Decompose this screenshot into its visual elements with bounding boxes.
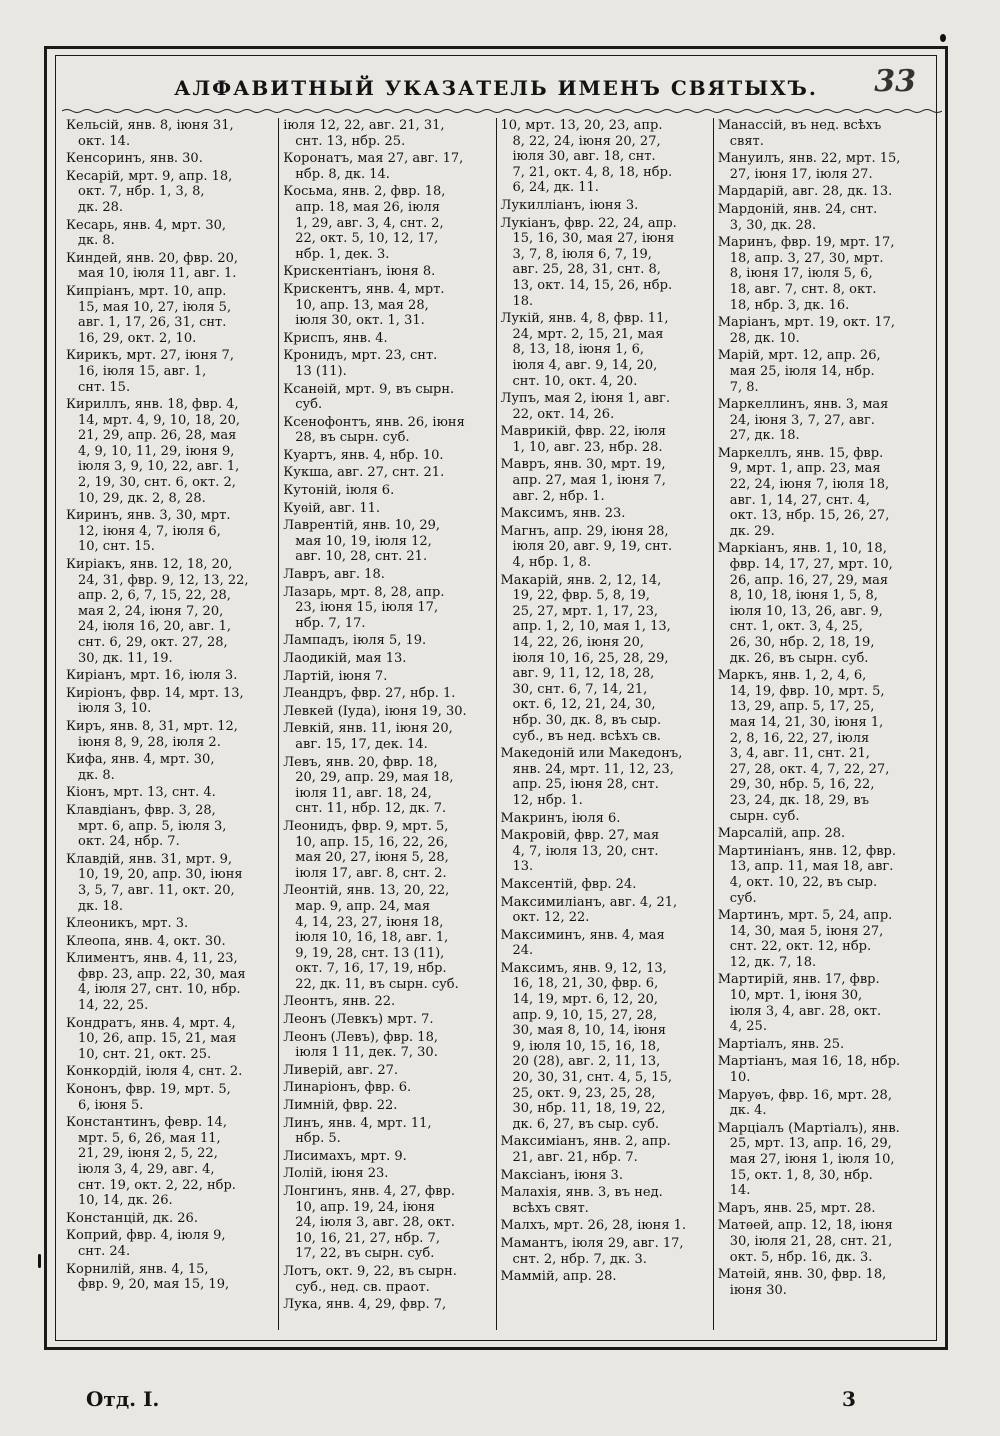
index-entry: Клавдіанъ, фвр. 3, 28, мрт. 6, апр. 5, іюля 3, окт. 24, нбр. 7. bbox=[66, 802, 227, 850]
index-entry: Клавдій, янв. 31, мрт. 9, 10, 19, 20, апр. 30, іюня 3, 5, 7, авг. 11, окт. 20, дк. 18. bbox=[66, 851, 243, 914]
index-entry: Кіонъ, мрт. 13, снт. 4. bbox=[66, 785, 216, 801]
index-entry: Константинъ, февр. 14, мрт. 5, 6, 26, мая 11, 21, 29, іюня 2, 5, 22, іюля 3, 4, 29, авг. 4, снт. 19, окт. 2, 22, нбр. 10, 14, дк. 26. bbox=[66, 1115, 236, 1209]
index-entry: Корнилій, янв. 4, 15, фвр. 9, 20, мая 15, 19, bbox=[66, 1261, 230, 1293]
index-entry: Крискентіанъ, іюня 8. bbox=[283, 264, 436, 280]
index-entry: Косьма, янв. 2, фвр. 18, апр. 18, мая 26, іюля 1, 29, авг. 3, 4, снт. 2, 22, окт. 5, 10, 12, 17, нбр. 1, дек. 3. bbox=[283, 184, 446, 262]
index-entry: Марціалъ (Мартіалъ), янв. 25, мрт. 13, апр. 16, 29, мая 27, іюня 1, іюля 10, 15, окт. 1, 8, 30, нбр. 14. bbox=[717, 1120, 900, 1199]
index-entry: Куѳій, авг. 11. bbox=[283, 500, 381, 516]
index-entry: Лампадъ, іюля 5, 19. bbox=[283, 633, 427, 649]
index-entry: Мануилъ, янв. 22, мрт. 15, 27, іюня 17, іюля 27. bbox=[717, 151, 901, 182]
index-entry: Кенсоринъ, янв. 30. bbox=[66, 151, 203, 167]
index-entry: Констанцій, дк. 26. bbox=[66, 1210, 198, 1226]
index-entry: Максіанъ, іюня 3. bbox=[500, 1167, 623, 1183]
index-entry: Мартиніанъ, янв. 12, фвр. 13, апр. 11, мая 18, авг. 4, окт. 10, 22, въ сыр. суб. bbox=[717, 843, 896, 906]
index-entry: Ксанѳій, мрт. 9, въ сырн. суб. bbox=[283, 381, 455, 413]
index-entry: Левъ, янв. 20, фвр. 18, 20, 29, апр. 29, мая 18, іюля 11, авг. 18, 24, снт. 11, нбр. 12, дк. 7. bbox=[283, 754, 454, 817]
index-entry: Лаодикій, мая 13. bbox=[283, 651, 407, 666]
index-entry: Лартій, іюня 7. bbox=[283, 668, 388, 684]
section-label: Отд. I. bbox=[86, 1387, 160, 1411]
index-entry: Лазарь, мрт. 8, 28, апр. 23, іюня 15, іюля 17, нбр. 7, 17. bbox=[283, 584, 445, 631]
index-entry: Мартирій, янв. 17, фвр. 10, мрт. 1, іюня 30, іюля 3, 4, авг. 28, окт. 4, 25. bbox=[717, 972, 882, 1035]
page-inner-border bbox=[55, 55, 937, 1341]
index-entry: Лукій, янв. 4, 8, фвр. 11, 24, мрт. 2, 15, 21, мая 8, 13, 18, іюня 1, 6, іюля 4, авг. 9, 14, 20, снт. 10, окт. 4, 20. bbox=[500, 311, 669, 389]
index-entry: Леонтій, янв. 13, 20, 22, мар. 9, апр. 24, мая 4, 14, 23, 27, іюня 18, іюля 10, 16, 18, авг. 1, 9, 19, 28, снт. 13 (11), окт. 7, 16, 17, 19, нбр. 22, дк. 11, въ сырн. суб. bbox=[283, 883, 459, 992]
column-4 bbox=[713, 118, 930, 1330]
index-entry: Леонтъ, янв. 22. bbox=[283, 994, 396, 1010]
index-entry: Кесарій, мрт. 9, апр. 18, окт. 7, нбр. 1, 3, 8, дк. 28. bbox=[66, 168, 233, 215]
index-entry: 10, мрт. 13, 20, 23, апр. 8, 22, 24, іюня 20, 27, іюля 30, авг. 18, снт. 7, 21, окт. 4, 8, 18, нбр. 6, 24, дк. 11. bbox=[500, 118, 673, 196]
index-entry: Лука, янв. 4, 29, фвр. 7, bbox=[283, 1297, 447, 1313]
index-entry: Маммій, апр. 28. bbox=[500, 1269, 617, 1285]
index-entry: Маріанъ, мрт. 19, окт. 17, 28, дк. 10. bbox=[717, 315, 896, 346]
index-entry: Куартъ, янв. 4, нбр. 10. bbox=[283, 447, 444, 463]
ink-speck bbox=[38, 1254, 41, 1268]
index-entry: Кутоній, іюля 6. bbox=[283, 483, 395, 499]
index-entry: Коронатъ, мая 27, авг. 17, нбр. 8, дк. 14. bbox=[283, 151, 464, 182]
column-2 bbox=[278, 118, 495, 1330]
index-entry: Маринъ, фвр. 19, мрт. 17, 18, апр. 3, 27, 30, мрт. 8, іюня 17, іюля 5, 6, 18, авг. 7, снт. 8, окт. 18, нбр. 3, дк. 16. bbox=[717, 235, 895, 313]
index-entry: Македоній или Македонъ, янв. 24, мрт. 11, 12, 23, апр. 25, іюня 28, снт. 12, нбр. 1. bbox=[500, 746, 683, 808]
index-entry: Кельсій, янв. 8, іюня 31, окт. 14. bbox=[66, 118, 234, 149]
index-entry: Лавръ, авг. 18. bbox=[283, 567, 385, 583]
index-entry: Максиминъ, янв. 4, мая 24. bbox=[500, 927, 665, 959]
index-entry: Маръ, янв. 25, мрт. 28. bbox=[717, 1200, 876, 1216]
index-entry: Киріонъ, фвр. 14, мрт. 13, іюля 3, 10. bbox=[66, 685, 244, 717]
index-entry: Ливерій, авг. 27. bbox=[283, 1062, 399, 1078]
index-entry: Кукша, авг. 27, снт. 21. bbox=[283, 465, 445, 481]
index-entry: Лукіанъ, фвр. 22, 24, апр. 15, 16, 30, мая 27, іюня 3, 7, 8, іюля 6, 7, 19, авг. 25, 28, 31, снт. 8, 13, окт. 14, 15, 26, нбр. 18. bbox=[500, 215, 677, 309]
index-entry: Лупъ, мая 2, іюня 1, авг. 22, окт. 14, 26. bbox=[500, 391, 670, 422]
page-title: АЛФАВИТНЫЙ УКАЗАТЕЛЬ ИМЕНЪ СВЯТЫХЪ. bbox=[174, 76, 818, 100]
index-entry: Максимъ, янв. 9, 12, 13, 16, 18, 21, 30, фвр. 6, 14, 19, мрт. 6, 12, 20, апр. 9, 10, 15, 27, 28, 30, мая 8, 10, 14, іюня 9, іюля 10, 15, 16, 18, 20 (28), авг. 2, 11, 13, 20, 30, 31, снт. 4, 5, 15, 25, окт. 9, 23, 25, 28, 30, нбр. 11, 18, 19, 22, дк. 6, 27, въ сыр. суб. bbox=[500, 960, 673, 1132]
index-entry: Маркъ, янв. 1, 2, 4, 6, 14, 19, фвр. 10, мрт. 5, 13, 29, апр. 5, 17, 25, мая 14, 21, 30, іюня 1, 2, 8, 16, 22, 27, іюля 3, 4, авг. 11, снт. 21, 27, 28, окт. 4, 7, 22, 27, 29, 30, нбр. 5, 16, 22, 23, 24, дк. 18, 29, въ сырн. суб. bbox=[717, 668, 890, 824]
index-entry: Максиміанъ, янв. 2, апр. 21, авг. 21, нбр. 7. bbox=[500, 1134, 671, 1165]
index-entry: Киринъ, янв. 3, 30, мрт. 12, іюня 4, 7, іюля 6, 10, снт. 15. bbox=[66, 508, 231, 555]
index-entry: Леонидъ, фвр. 9, мрт. 5, 10, апр. 15, 16, 22, 26, мая 20, 27, іюня 5, 28, іюля 17, авг. 8, снт. 2. bbox=[283, 818, 449, 881]
index-entry: Кипріанъ, мрт. 10, апр. 15, мая 10, 27, іюля 5, авг. 1, 17, 26, 31, снт. 16, 29, окт. 2, 10. bbox=[66, 283, 232, 346]
page-number: 3 bbox=[842, 1387, 856, 1411]
index-entry: Магнъ, апр. 29, іюня 28, іюля 20, авг. 9, 19, снт. 4, нбр. 1, 8. bbox=[500, 523, 673, 571]
column-1 bbox=[62, 118, 278, 1330]
index-entry: Крискентъ, янв. 4, мрт. 10, апр. 13, мая 28, іюля 30, окт. 1, 31. bbox=[283, 281, 445, 329]
index-entry: Мартіалъ, янв. 25. bbox=[717, 1036, 845, 1052]
index-entry: Максимъ, янв. 23. bbox=[500, 506, 626, 522]
index-entry: Кирикъ, мрт. 27, іюня 7, 16, іюля 15, авг. 1, снт. 15. bbox=[66, 348, 234, 395]
index-columns bbox=[62, 118, 930, 1330]
index-entry: Манассій, въ нед. всѣхъ свят. bbox=[717, 118, 882, 149]
index-entry: Киріанъ, мрт. 16, іюля 3. bbox=[66, 668, 238, 684]
index-entry: Матѳій, янв. 30, фвр. 18, іюня 30. bbox=[717, 1267, 887, 1298]
index-entry: Макарій, янв. 2, 12, 14, 19, 22, фвр. 5, 8, 19, 25, 27, мрт. 1, 17, 23, апр. 1, 2, 10, мая 1, 13, 14, 22, 26, іюня 20, іюля 10, 16, 25, 28, 29, авг. 9, 11, 12, 18, 28, 30, снт. 6, 7, 14, 21, окт. 6, 12, 21, 24, 30, нбр. 30, дк. 8, въ сыр. суб., въ нед. всѣхъ св. bbox=[500, 572, 671, 744]
index-entry: Лисимахъ, мрт. 9. bbox=[283, 1148, 407, 1164]
index-entry: Криспъ, янв. 4. bbox=[283, 330, 388, 346]
index-entry: Линъ, янв. 4, мрт. 11, нбр. 5. bbox=[283, 1115, 432, 1147]
index-entry: Малахія, янв. 3, въ нед. всѣхъ свят. bbox=[500, 1185, 663, 1216]
index-entry: Мартіанъ, мая 16, 18, нбр. 10. bbox=[717, 1054, 901, 1086]
index-entry: Леонъ (Левъ), фвр. 18, іюля 1 11, дек. 7, 30. bbox=[283, 1029, 438, 1061]
page-frame bbox=[44, 46, 948, 1350]
index-entry: Кондратъ, янв. 4, мрт. 4, 10, 26, апр. 15, 21, мая 10, снт. 21, окт. 25. bbox=[66, 1015, 237, 1062]
index-entry: Леонъ (Левкъ) мрт. 7. bbox=[283, 1012, 434, 1028]
index-entry: Левкей (Іуда), іюня 19, 30. bbox=[283, 703, 467, 719]
index-entry: Макринъ, іюля 6. bbox=[500, 810, 621, 826]
index-entry: Линаріонъ, фвр. 6. bbox=[283, 1080, 412, 1096]
index-entry: Матѳей, апр. 12, 18, іюня 30, іюля 21, 28, снт. 21, окт. 5, нбр. 16, дк. 3. bbox=[717, 1218, 893, 1265]
index-entry: Малхъ, мрт. 26, 28, іюня 1. bbox=[500, 1218, 687, 1234]
index-entry: Маруѳъ, фвр. 16, мрт. 28, дк. 4. bbox=[717, 1087, 892, 1119]
index-entry: Мамантъ, іюля 29, авг. 17, снт. 2, нбр. 7, дк. 3. bbox=[500, 1235, 684, 1267]
index-entry: іюля 12, 22, авг. 21, 31, снт. 13, нбр. 25. bbox=[283, 118, 445, 149]
index-entry: Лонгинъ, янв. 4, 27, фвр. 10, апр. 19, 24, іюня 24, іюля 3, авг. 28, окт. 10, 16, 21, 27, нбр. 7, 17, 22, въ сырн. суб. bbox=[283, 1184, 456, 1262]
index-entry: Кириллъ, янв. 18, фвр. 4, 14, мрт. 4, 9, 10, 18, 20, 21, 29, апр. 26, 28, мая 4, 9, 10, 11, 29, іюня 9, іюля 3, 9, 10, 22, авг. 1, 2, 19, 30, снт. 6, окт. 2, 10, 29, дк. 2, 8, 28. bbox=[66, 397, 241, 506]
index-entry: Кесарь, янв. 4, мрт. 30, дк. 8. bbox=[66, 217, 226, 249]
index-entry: Лотъ, окт. 9, 22, въ сырн. суб., нед. св. праот. bbox=[283, 1263, 457, 1295]
index-entry: Коприй, фвр. 4, іюля 9, снт. 24. bbox=[66, 1228, 226, 1259]
index-entry: Маркіанъ, янв. 1, 10, 18, фвр. 14, 17, 27, мрт. 10, 26, апр. 16, 27, 29, мая 8, 10, 18, іюня 1, 5, 8, іюля 10, 13, 26, авг. 9, снт. 1, окт. 3, 4, 25, 26, 30, нбр. 2, 18, 19, дк. 26, въ сырн. суб. bbox=[717, 541, 893, 666]
column-3 bbox=[496, 118, 713, 1330]
index-entry: Кронидъ, мрт. 23, снт. 13 (11). bbox=[283, 348, 438, 379]
wavy-rule bbox=[62, 108, 942, 114]
index-entry: Киріакъ, янв. 12, 18, 20, 24, 31, фвр. 9, 12, 13, 22, апр. 2, 6, 7, 15, 22, 28, мая 2, 24, іюня 7, 20, 24, іюля 16, 20, авг. 1, снт. 6, 29, окт. 27, 28, 30, дк. 11, 19. bbox=[66, 557, 249, 666]
index-entry: Климентъ, янв. 4, 11, 23, фвр. 23, апр. 22, 30, мая 4, іюля 27, снт. 10, нбр. 14, 22, 25. bbox=[66, 951, 246, 1014]
index-entry: Клеоникъ, мрт. 3. bbox=[66, 916, 189, 932]
index-entry: Лукилліанъ, іюня 3. bbox=[500, 197, 639, 213]
index-entry: Лимній, фвр. 22. bbox=[283, 1098, 398, 1114]
index-entry: Леандръ, фвр. 27, нбр. 1. bbox=[283, 686, 456, 702]
index-entry: Лаврентій, янв. 10, 29, мая 10, 19, іюля 12, авг. 10, 28, снт. 21. bbox=[283, 518, 441, 565]
index-entry: Мартинъ, мрт. 5, 24, апр. 14, 30, мая 5, іюня 27, снт. 22, окт. 12, нбр. 12, дк. 7, 18. bbox=[717, 908, 893, 970]
index-entry: Маркеллинъ, янв. 3, мая 24, іюня 3, 7, 27, авг. 27, дк. 18. bbox=[717, 397, 889, 444]
index-entry: Ксенофонтъ, янв. 26, іюня 28, въ сырн. суб. bbox=[283, 414, 465, 446]
index-entry: Макровій, фвр. 27, мая 4, 7, іюля 13, 20, снт. 13. bbox=[500, 828, 660, 875]
index-entry: Кононъ, фвр. 19, мрт. 5, 6, іюня 5. bbox=[66, 1082, 231, 1113]
index-entry: Маврикій, фвр. 22, іюля 1, 10, авг. 23, нбр. 28. bbox=[500, 424, 666, 455]
index-entry: Киндей, янв. 20, фвр. 20, мая 10, іюля 11, авг. 1. bbox=[66, 250, 239, 282]
index-entry: Конкордій, іюля 4, снт. 2. bbox=[66, 1064, 243, 1080]
index-entry: Клеопа, янв. 4, окт. 30. bbox=[66, 933, 226, 949]
index-entry: Маркеллъ, янв. 15, фвр. 9, мрт. 1, апр. 23, мая 22, 24, іюня 7, іюля 18, авг. 1, 14, 27, снт. 4, окт. 13, нбр. 15, 26, 27, дк. 29. bbox=[717, 445, 890, 539]
index-entry: Марсалій, апр. 28. bbox=[717, 826, 846, 842]
index-entry: Мавръ, янв. 30, мрт. 19, апр. 27, мая 1, іюня 7, авг. 2, нбр. 1. bbox=[500, 457, 666, 504]
index-entry: Кифа, янв. 4, мрт. 30, дк. 8. bbox=[66, 752, 215, 783]
ink-speck bbox=[940, 34, 946, 42]
index-entry: Левкій, янв. 11, іюня 20, авг. 15, 17, дек. 14. bbox=[283, 721, 453, 752]
index-entry: Марій, мрт. 12, апр. 26, мая 25, іюля 14, нбр. 7, 8. bbox=[717, 348, 881, 395]
index-entry: Мардарій, авг. 28, дк. 13. bbox=[717, 184, 893, 200]
index-entry: Киръ, янв. 8, 31, мрт. 12, іюня 8, 9, 28, іюля 2. bbox=[66, 718, 238, 750]
index-entry: Максентій, фвр. 24. bbox=[500, 876, 637, 892]
index-entry: Мардоній, янв. 24, снт. 3, 30, дк. 28. bbox=[717, 201, 878, 233]
handwritten-page-mark: 33 bbox=[874, 64, 916, 99]
index-entry: Лолій, іюня 23. bbox=[283, 1166, 389, 1182]
index-entry: Максимиліанъ, авг. 4, 21, окт. 12, 22. bbox=[500, 894, 678, 926]
